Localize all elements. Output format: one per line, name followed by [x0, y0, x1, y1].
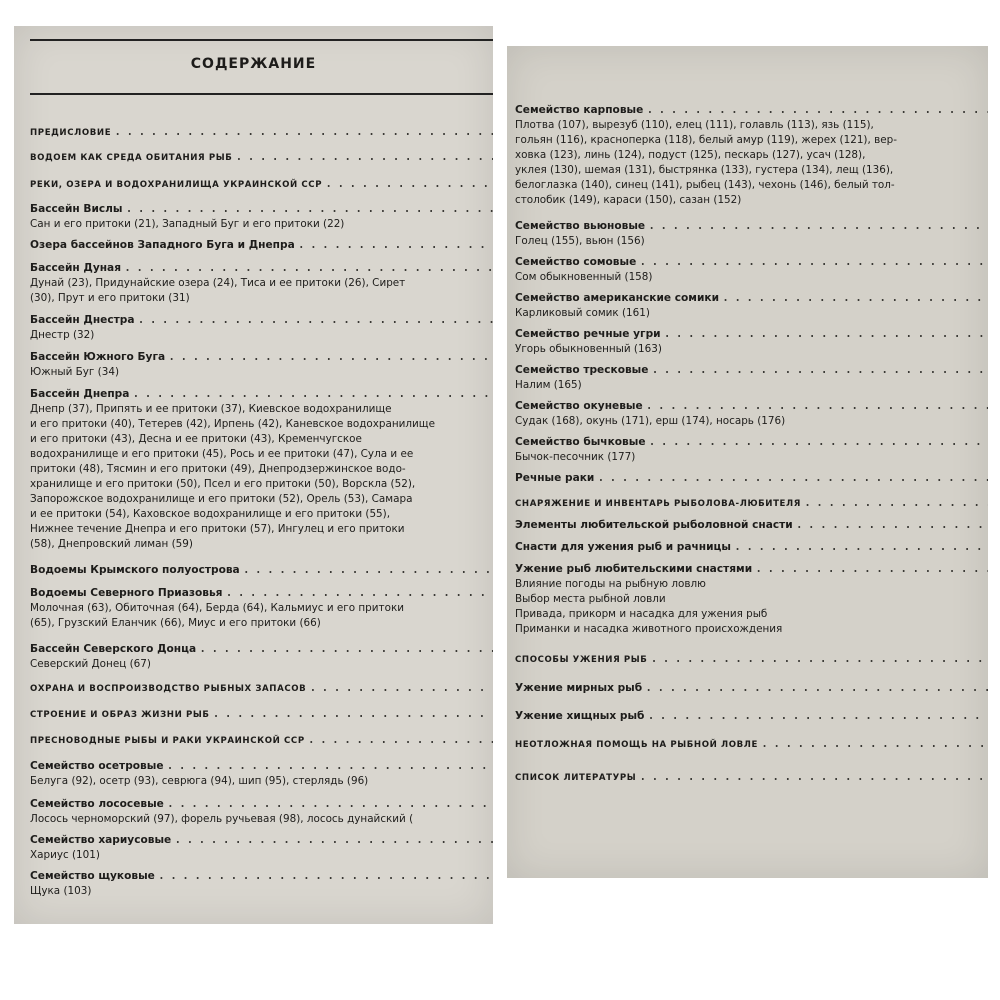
toc-entry [30, 560, 493, 578]
toc-heading-row [30, 639, 493, 657]
toc-subentry: Хариус (101) [30, 849, 100, 861]
toc-entry [30, 866, 493, 899]
toc-heading: СПИСОК ЛИТЕРАТУРЫ [515, 773, 637, 783]
toc-heading: СНАРЯЖЕНИЕ И ИНВЕНТАРЬ РЫБОЛОВА-ЛЮБИТЕЛЯ [515, 499, 801, 509]
toc-heading: Бассейн Южного Буга [30, 351, 166, 363]
toc-entry [30, 235, 493, 253]
toc-heading-row [30, 583, 493, 601]
toc-heading: Семейство лососевые [30, 798, 164, 810]
dot-leader [735, 537, 988, 552]
toc-subentry: хранилище и его притоки (50), Псел и его притоки (50), Ворскла (52), [30, 478, 416, 490]
toc-heading-row [515, 252, 988, 270]
dot-leader [598, 468, 988, 483]
toc-subentry: Голец (155), вьюн (156) [515, 235, 645, 247]
toc-entry [30, 678, 493, 697]
dot-leader [647, 100, 988, 115]
toc-subentry: Сан и его притоки (21), Западный Буг и его притоки (22) [30, 218, 345, 230]
toc-heading-row [515, 432, 988, 450]
toc-entry [30, 756, 493, 789]
toc-heading: Бассейн Дуная [30, 262, 122, 274]
toc-subentry: Белуга (92), осетр (93), севрюга (94), шип (95), стерлядь (96) [30, 775, 369, 787]
dot-leader [200, 639, 493, 654]
dot-leader [214, 704, 493, 719]
dot-leader [647, 396, 988, 411]
toc-heading-row [30, 310, 493, 328]
toc-entry [30, 347, 493, 380]
dot-leader [299, 235, 493, 250]
dot-leader [115, 122, 493, 137]
left-page [14, 26, 493, 924]
dot-leader [244, 560, 493, 575]
toc-subentry: Карликовый сомик (161) [515, 307, 650, 319]
toc-heading: Бассейн Северского Донца [30, 643, 197, 655]
toc-subentry: Нижнее течение Днепра и его притоки (57), Ингулец и его притоки [30, 523, 405, 535]
toc-subentry: Днестр (32) [30, 329, 95, 341]
dot-leader [326, 174, 493, 189]
toc-heading: Снасти для ужения рыб и рачницы [515, 541, 731, 553]
toc-entry [30, 730, 493, 749]
toc-entry [30, 384, 493, 552]
toc-subentry: Лосось черноморский (97), форель ручьевая (98), лосось дунайский ( [30, 813, 414, 825]
dot-leader [805, 493, 988, 508]
toc-heading-row [30, 258, 493, 276]
toc-entry [515, 678, 988, 696]
toc-heading-row [30, 830, 493, 848]
toc-subentry: Дунай (23), Придунайские озера (24), Тиса и ее притоки (26), Сирет [30, 277, 406, 289]
toc-heading: Речные раки [515, 472, 595, 484]
toc-subentry: Молочная (63), Обиточная (64), Берда (64), Кальмиус и его притоки [30, 602, 404, 614]
toc-subentry: Угорь обыкновенный (163) [515, 343, 662, 355]
toc-heading-row [30, 174, 493, 193]
toc-entry [30, 639, 493, 672]
toc-heading: Ужение рыб любительскими снастями [515, 563, 753, 575]
toc-subentry: водохранилище и его притоки (45), Рось и ее притоки (47), Сула и ее [30, 448, 414, 460]
toc-entry [30, 704, 493, 723]
toc-heading-row [515, 396, 988, 414]
toc-heading: ОХРАНА И ВОСПРОИЗВОДСТВО РЫБНЫХ ЗАПАСОВ [30, 684, 307, 694]
toc-heading: Семейство щуковые [30, 870, 155, 882]
toc-heading-row [30, 704, 493, 723]
toc-entry [515, 767, 988, 786]
toc-heading: Бассейн Днестра [30, 314, 135, 326]
toc-heading-row [515, 559, 988, 577]
dot-leader [310, 678, 493, 693]
toc-subentry: (65), Грузский Еланчик (66), Миус и его притоки (66) [30, 617, 321, 629]
toc-heading-row [515, 649, 988, 668]
right-page [507, 46, 988, 878]
toc-heading-row [515, 734, 988, 753]
toc-entry [515, 537, 988, 555]
dot-leader [125, 258, 493, 273]
toc-heading: Семейство сомовые [515, 256, 637, 268]
toc-heading: Ужение мирных рыб [515, 682, 643, 694]
toc-entry [30, 147, 493, 166]
toc-heading: Семейство окуневые [515, 400, 643, 412]
toc-entry [515, 216, 988, 249]
toc-subentry: уклея (130), шемая (131), быстрянка (133), густера (134), лещ (136), [515, 164, 894, 176]
toc-heading: Озера бассейнов Западного Буга и Днепра [30, 239, 295, 251]
dot-leader [756, 559, 988, 574]
dot-leader [236, 147, 493, 162]
toc-heading: ПРЕСНОВОДНЫЕ РЫБЫ И РАКИ УКРАИНСКОЙ ССР [30, 736, 305, 746]
dot-leader [649, 216, 988, 231]
dot-leader [640, 252, 988, 267]
dot-leader [169, 347, 493, 362]
toc-subentry: Влияние погоды на рыбную ловлю [515, 578, 706, 590]
toc-entry [515, 252, 988, 285]
toc-subentry: (58), Днепровский лиман (59) [30, 538, 193, 550]
toc-heading: Ужение хищных рыб [515, 710, 645, 722]
title-rule [30, 93, 493, 95]
toc-heading-row [30, 122, 493, 141]
toc-entry [515, 396, 988, 429]
dot-leader [648, 706, 988, 721]
toc-subentry: и его притоки (40), Тетерев (42), Ирпень (42), Каневское водохранилище [30, 418, 435, 430]
toc-heading-row [30, 147, 493, 166]
toc-subentry: Приманки и насадка животного происхождения [515, 623, 783, 635]
toc-heading: Семейство осетровые [30, 760, 164, 772]
toc-heading: ПРЕДИСЛОВИЕ [30, 128, 112, 138]
toc-heading-row [515, 216, 988, 234]
toc-subentry: Северский Донец (67) [30, 658, 151, 670]
dot-leader [665, 324, 988, 339]
toc-subentry: притоки (48), Тясмин и его притоки (49), Днепродзержинское водо- [30, 463, 406, 475]
toc-heading-row [515, 537, 988, 555]
toc-left-column [30, 122, 493, 899]
toc-entry [30, 310, 493, 343]
toc-subentry: белоглазка (140), синец (141), рыбец (143), чехонь (146), белый тол- [515, 179, 895, 191]
toc-heading: НЕОТЛОЖНАЯ ПОМОЩЬ НА РЫБНОЙ ЛОВЛЕ [515, 740, 759, 750]
toc-entry [515, 734, 988, 753]
toc-heading: Семейство карповые [515, 104, 644, 116]
dot-leader [640, 767, 988, 782]
toc-heading: Семейство хариусовые [30, 834, 172, 846]
toc-subentry: столобик (149), караси (150), сазан (152) [515, 194, 742, 206]
toc-heading-row [515, 678, 988, 696]
toc-heading: Семейство бычковые [515, 436, 646, 448]
toc-subentry: Выбор места рыбной ловли [515, 593, 666, 605]
dot-leader [227, 583, 494, 598]
toc-heading-row [30, 347, 493, 365]
toc-entry [515, 360, 988, 393]
toc-entry [515, 559, 988, 637]
toc-heading-row [30, 199, 493, 217]
toc-subentry: Судак (168), окунь (171), ерш (174), носарь (176) [515, 415, 786, 427]
dot-leader [159, 866, 493, 881]
toc-entry [515, 515, 988, 533]
dot-leader [723, 288, 988, 303]
toc-heading-row [515, 324, 988, 342]
toc-heading: Семейство американские сомики [515, 292, 719, 304]
toc-heading-row [515, 493, 988, 512]
toc-heading-row [515, 706, 988, 724]
toc-heading-row [30, 794, 493, 812]
toc-subentry: Привада, прикорм и насадка для ужения рыб [515, 608, 768, 620]
toc-heading: Семейство речные угри [515, 328, 661, 340]
dot-leader [646, 678, 988, 693]
toc-entry [515, 649, 988, 668]
toc-entry [30, 794, 493, 827]
toc-entry [515, 493, 988, 512]
toc-subentry: Щука (103) [30, 885, 92, 897]
toc-subentry: и ее притоки (54), Каховское водохранилище и его притоки (55), [30, 508, 391, 520]
toc-heading-row [30, 235, 493, 253]
dot-leader [168, 756, 493, 771]
toc-subentry: Днепр (37), Припять и ее притоки (37), Киевское водохранилище [30, 403, 392, 415]
toc-entry [515, 432, 988, 465]
toc-subentry: Южный Буг (34) [30, 366, 120, 378]
toc-entry [30, 199, 493, 232]
toc-heading-row [30, 560, 493, 578]
dot-leader [652, 360, 988, 375]
toc-heading: Бассейн Днепра [30, 388, 130, 400]
dot-leader [762, 734, 988, 749]
toc-entry [30, 174, 493, 193]
toc-subentry: Сом обыкновенный (158) [515, 271, 653, 283]
toc-heading-row [515, 360, 988, 378]
toc-entry [30, 258, 493, 306]
toc-heading: Семейство тресковые [515, 364, 649, 376]
toc-heading-row [30, 730, 493, 749]
dot-leader [168, 794, 493, 809]
dot-leader [650, 432, 988, 447]
toc-heading: Элементы любительской рыболовной снасти [515, 519, 793, 531]
toc-subentry: Плотва (107), вырезуб (110), елец (111), голавль (113), язь (115), [515, 119, 874, 131]
toc-subentry: Налим (165) [515, 379, 582, 391]
toc-heading: Семейство вьюновые [515, 220, 646, 232]
toc-entry [515, 100, 988, 208]
toc-subentry: ховка (123), линь (124), подуст (125), пескарь (127), усач (128), [515, 149, 866, 161]
dot-leader [127, 199, 493, 214]
toc-heading: Водоемы Крымского полуострова [30, 564, 240, 576]
toc-heading-row [515, 515, 988, 533]
toc-subentry: Запорожское водохранилище и его притоки (52), Орель (53), Самара [30, 493, 413, 505]
toc-heading: ВОДОЕМ КАК СРЕДА ОБИТАНИЯ РЫБ [30, 153, 233, 163]
toc-subentry: и его притоки (43), Десна и ее притоки (43), Кременчугское [30, 433, 362, 445]
dot-leader [133, 384, 493, 399]
toc-heading: СПОСОБЫ УЖЕНИЯ РЫБ [515, 655, 648, 665]
toc-heading-row [30, 384, 493, 402]
toc-entry [515, 706, 988, 724]
top-rule [30, 39, 493, 41]
toc-heading: Водоемы Северного Приазовья [30, 587, 223, 599]
toc-entry [30, 830, 493, 863]
toc-subentry: гольян (116), красноперка (118), белый амур (119), жерех (121), вер- [515, 134, 897, 146]
toc-entry [30, 583, 493, 631]
toc-subentry: (30), Прут и его притоки (31) [30, 292, 190, 304]
toc-heading: СТРОЕНИЕ И ОБРАЗ ЖИЗНИ РЫБ [30, 710, 210, 720]
dot-leader [175, 830, 493, 845]
toc-heading-row [30, 678, 493, 697]
toc-heading: Бассейн Вислы [30, 203, 123, 215]
toc-subentry: Бычок-песочник (177) [515, 451, 636, 463]
dot-leader [797, 515, 988, 530]
toc-heading-row [515, 468, 988, 486]
toc-entry [515, 468, 988, 486]
dot-leader [651, 649, 988, 664]
toc-right-column [515, 100, 988, 786]
page-title: СОДЕРЖАНИЕ [190, 56, 317, 72]
toc-entry [515, 288, 988, 321]
toc-heading-row [30, 866, 493, 884]
dot-leader [139, 310, 494, 325]
toc-heading-row [515, 100, 988, 118]
toc-heading: РЕКИ, ОЗЕРА И ВОДОХРАНИЛИЩА УКРАИНСКОЙ ССР [30, 180, 323, 190]
toc-heading-row [30, 756, 493, 774]
toc-entry [30, 122, 493, 141]
toc-heading-row [515, 288, 988, 306]
toc-entry [515, 324, 988, 357]
dot-leader [309, 730, 493, 745]
toc-heading-row [515, 767, 988, 786]
